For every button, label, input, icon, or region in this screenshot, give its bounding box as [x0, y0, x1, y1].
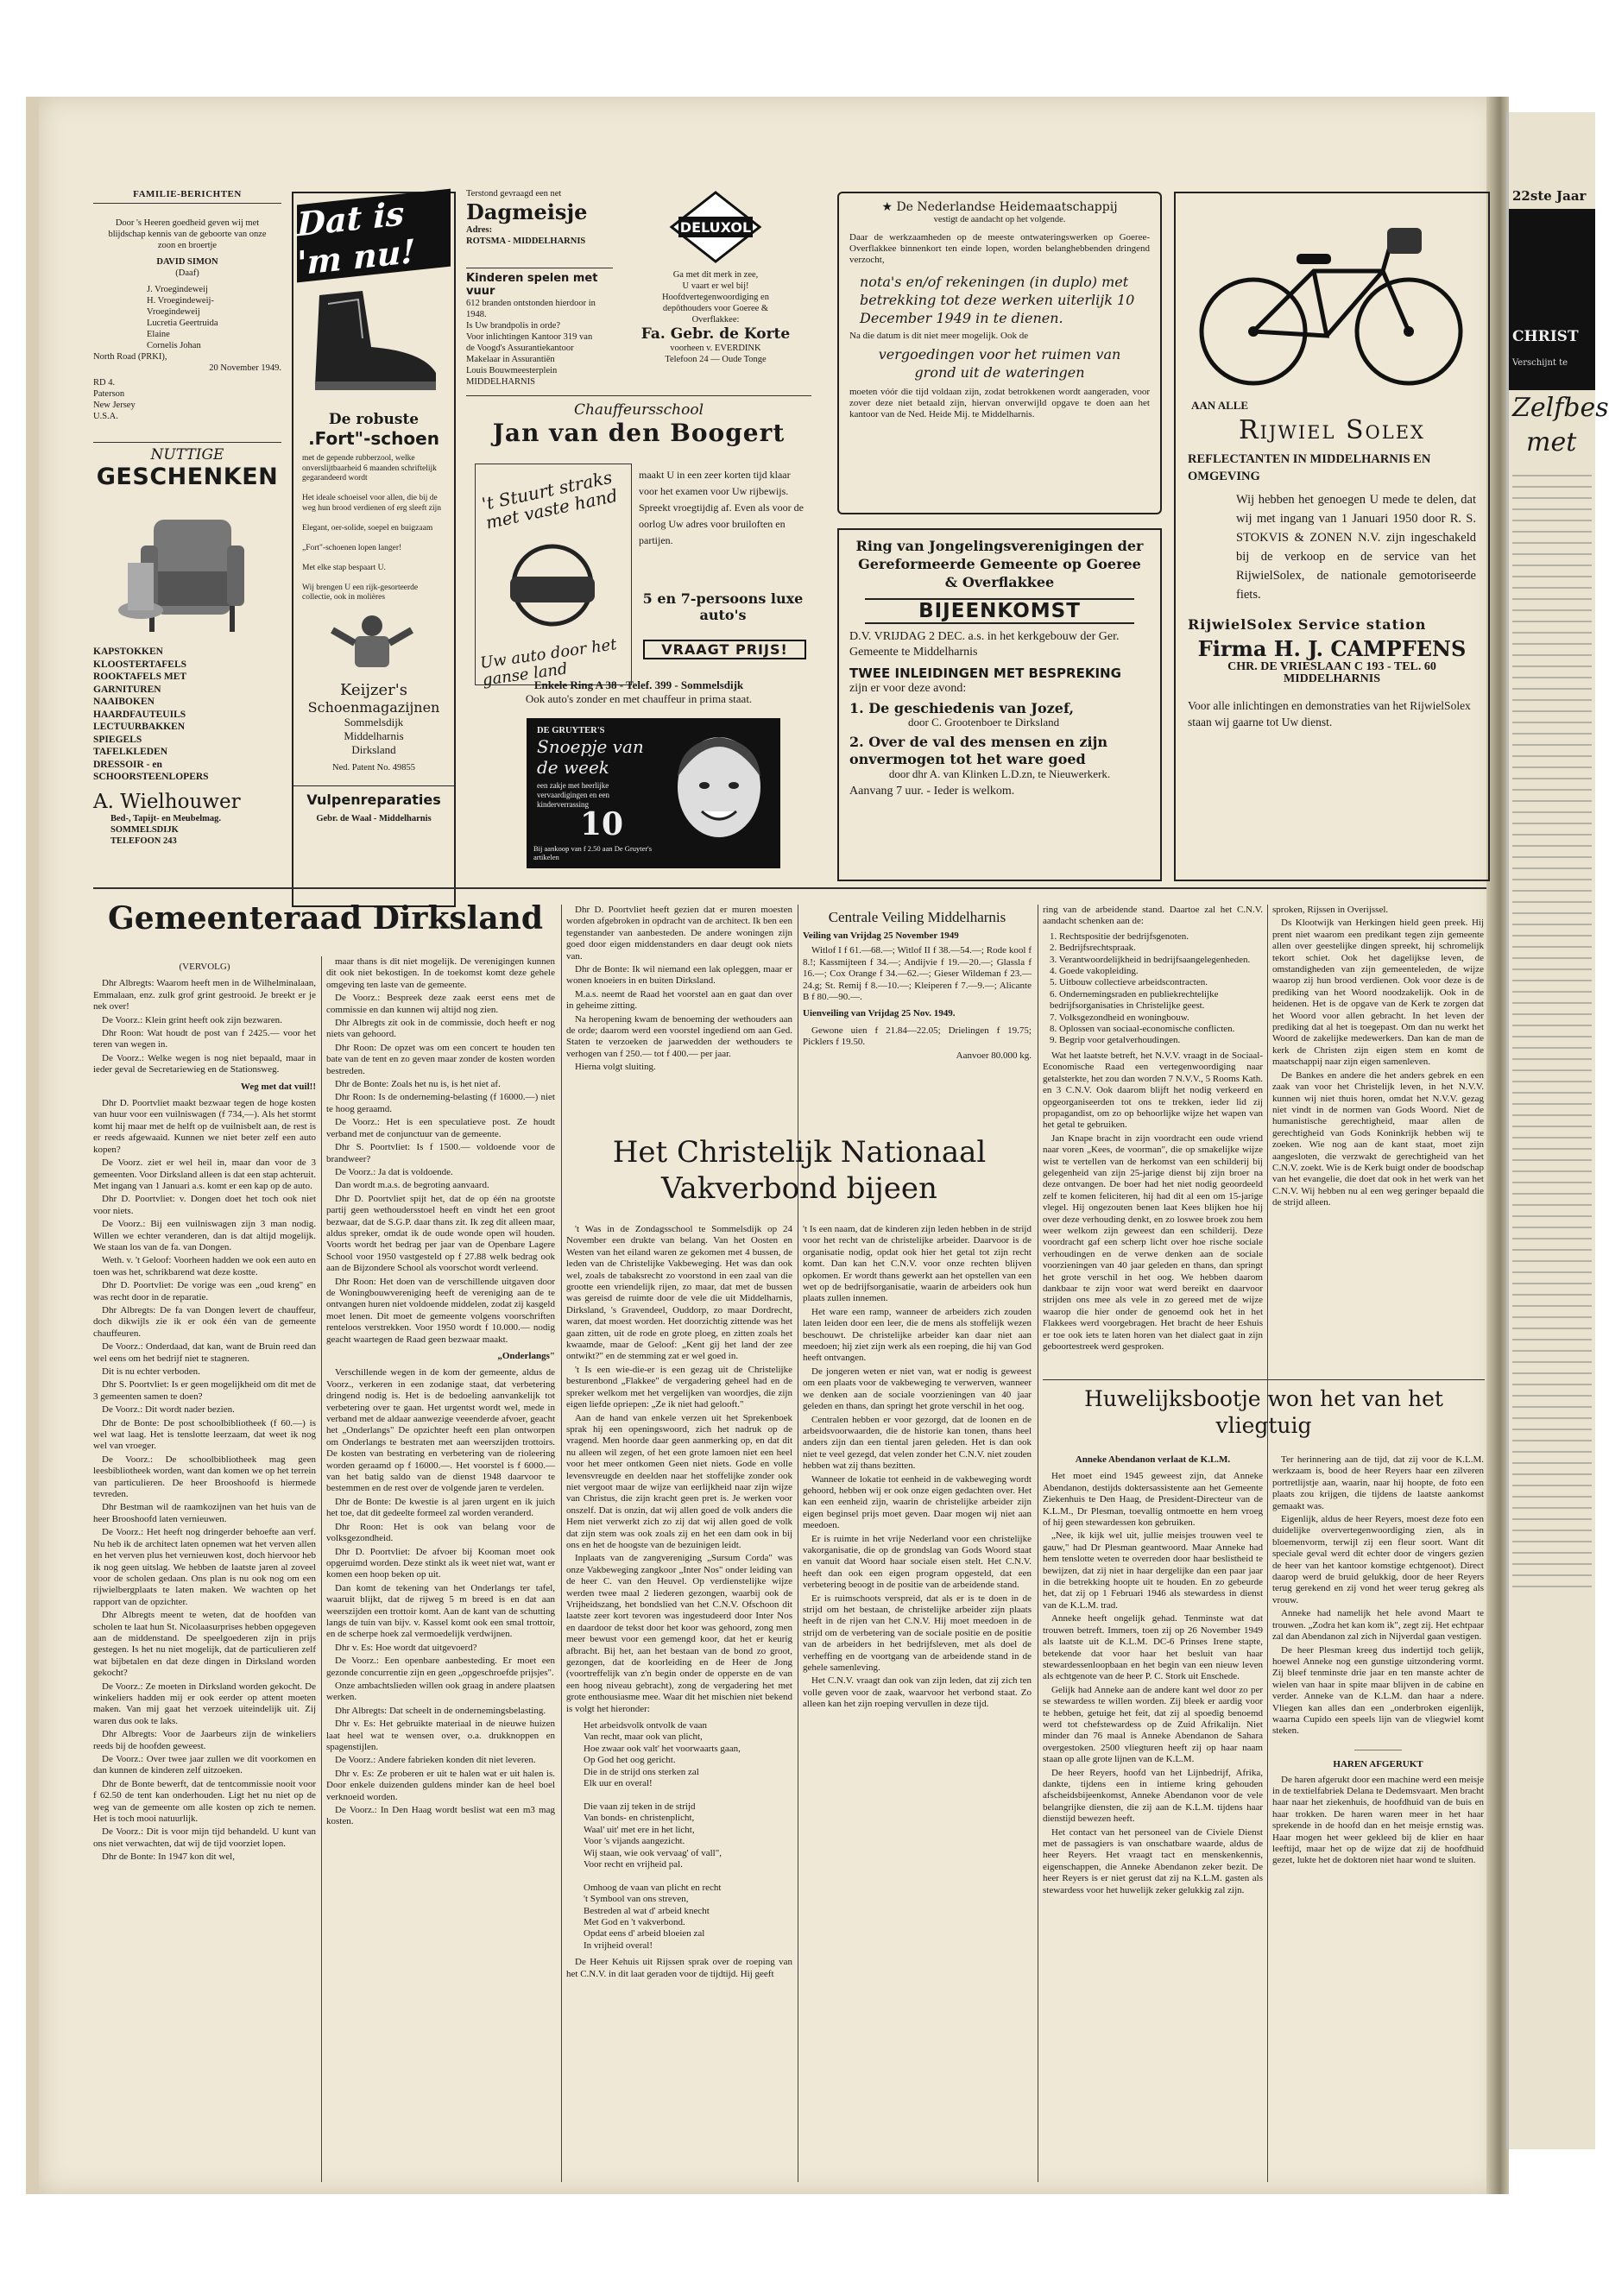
- vak-v1: 't Was in de Zondagsschool te Sommelsdijk op 24 November een drukte van belang. Van het Oosten en Westen van het eiland waren ze gekomen met 4 bussen, de leden van de Christelijke Vakbeweging. Het was dan ook wel, zoals de tabaksrecht zo voorstond in een zaal van die grootte een vriendelijk rijen, zo maar, dat met de bussen was gereisd de ruimte door de vele die uit Middelharnis, Dirksland, 's Gravendeel, Ouddorp, zo maar Dordrecht, waren, dat moest worden. Het doorzichtig zittende was het gaan zitten, uit de rode en grote ploeg, en zitten zoals het kwaamde, maar de Geloof: „Kent gij het land der zee ontwikt?" en de stemming zat er wel goed in.: [566, 1224, 792, 1362]
- deluxol-body: Ga met dit merk in zee, U vaart er wel bij! Hoofdvertegenwoordiging en depôthouders voor Goeree & Overflakkee:: [662, 270, 769, 325]
- gr-p17: De Voorz.: De schoolbibliotheek mag geen leesbibliotheek worden, want dan komen we op het terrein van particulieren. De heer Brooshoofd is hiermede tevreden.: [93, 1454, 316, 1500]
- jongeling-ad: [837, 528, 1162, 881]
- gr-p8: De Voorz.: Bij een vuilniswagen zijn 3 man nodig. Willen we echter veranderen, dan is dat altijd mogelijk. We staan los van de fa. van Dongen.: [93, 1219, 316, 1252]
- vakverbond-col2: 't Is een naam, dat de kinderen zijn leden hebben in de strijd voor het recht van de christelijke arbeider. Daarvoor is de organisatie nodig, opdat ook hier het getal tot zijn recht komt. Dan kan het C.N.V. voor onze rechten blijven opkomen. Er wordt thans gewerkt aan het opstellen van een wet op de bedrijfsorganisatie, waarin de arbeiders ook hun plaats zullen innemen. Het ware een ramp, wanneer de arbeiders zich zouden laten leiden door een leer, die de mens als stoffelijk wezen beschouwt. De christelijke arbeider kan daar niet aan meedoen; hij ziet zijn werk als een roeping, die hij van God heeft ontvangen. De jongeren weten er niet van, wat er nodig is geweest om een plaats voor de vakbeweging te verwerven, wanneer we denken aan de sociale voorzieningen van 40 jaar geleden en thans, dan springt het grote verschil in het oog. Centralen hebben er voor gezorgd, dat de loonen en de arbeidsvoorwaarden, die de historie kan tonen, thans heel anders zijn dan een tiental jaren geleden. Het is dan ook niet te veel gezegd, dat velen zonder het C.N.V. niet zouden hebben wat zij thans bezitten. Wanneer de lokatie tot eenheid in de vakbeweging wordt gehoord, hebben wij er ook onze eigen gedachten over. Het kan een eenheid zijn, waarin de christelijke arbeider zijn eigen beginsel prijs moet geven. Daar mogen wij niet aan meedoen. Er is ruimte in het vrije Nederland voor een christelijke vakorganisatie, die op de grondslag van Gods Woord staat en vanuit dat Woord haar sociale eisen stelt. Het C.N.V. heeft dan ook een eigen program opgesteld, dat een verbetering beoogt in de positie van de arbeidende stand. Er is ruimschoots verspreid, dat als er is te doen in de strijd om het bestaan, de christelijke arbeider zijn plaats heeft in de rijen van het C.N.V. Hij moet meedoen in de strijd om de verbetering van de sociale positie en de positie van de arbeiders in het bedrijfsleven, met als doel de verheffing en de voortgang van de arbeidende stand in de gehele samenleving. Het C.N.V. vraagt dan ook van zijn leden, dat zij zich ten volle geven voor de zaak, waarvoor het verbond staat. Zo alleen kan het zijn roeping vervullen in deze tijd.: [803, 1224, 1032, 1710]
- hw-p9: Anneke had namelijk het hele avond Maart te trouwen. „Zodra het kan kom ik", zegt zij. Het echtpaar zal dan Abendanon zal zich in Nijverdal gaan vestigen.: [1272, 1608, 1484, 1643]
- solex-station: RijwielSolex Service station: [1188, 616, 1427, 633]
- c2-p15: Dhr Roon: Het is ook van belang voor de volksgezondheid.: [326, 1521, 555, 1544]
- c2-p22: Dhr v. Es: Het gebruikte materiaal in de nieuwe huizen laat heel wat te wensen over, o.a. drukknoppen en spagenstijlen.: [326, 1719, 555, 1752]
- solex-firm: Firma H. J. CAMPFENS: [1197, 636, 1467, 661]
- c4-items: 1. Rechtspositie der bedrijfsgenoten. 2. Bedrijfsrechtspraak. 3. Verantwoordelijkheid in bedrijfsaangelegenheden. 4. Goede vakopleiding. 5. Uitbouw collectieve arbeidscontracten. 6. Ondernemingsraden en publiekrechtelijke bedrijfsorganisaties in Christelijke geest. 7. Volksgezondheid en woningbouw. 8. Oplossen van sociaal-economische conflicten. 9. Begrip voor getalverhoudingen.: [1050, 930, 1251, 1046]
- strongman-illustration: [293, 609, 451, 678]
- solex-title: Rijwiel Solex: [1239, 415, 1425, 445]
- family-address: RD 4. Paterson New Jersey U.S.A.: [93, 378, 136, 421]
- boogert-slogan: 't Stuurt straks met vaste hand: [480, 466, 620, 533]
- hw-p7: Ter herinnering aan de tijd, dat zij voor de K.L.M. werkzaam is, bood de heer Reyers haar een zilveren portretlijstje aan, waarin, naar hij hoopte, de foto een plaats zou krijgen, die tijdens de laatste aankomst gemaakt was.: [1272, 1454, 1484, 1511]
- jongeling-item1: 1. De geschiedenis van Jozef,: [849, 700, 1075, 716]
- snoepje-title: Snoepje van de week: [537, 736, 644, 778]
- veiling-prices2: Gewone uien f 21.84—22.05; Drielingen f 19.75; Picklers f 19.50.: [803, 1025, 1032, 1048]
- kinderen-body: 612 branden ontstonden hierdoor in 1948. Is Uw brandpolis in orde? Voor inlichtingen Kantoor 319 van de Voogd's Assurantiekantoor Makelaar in Assurantiën Louis Bouwmeesterplein MIDDELHARNIS: [466, 299, 596, 387]
- vak-v2: 't Is een wie-die-er is een gezag uit de Christelijke besturenbond „Flakkee" de vergadering geheel had en de spreker welkom met het vergelijken van woordjes, die zijn eigen liefde opriepen: „Ze ik niet had gelooft.": [566, 1364, 792, 1410]
- veiling-aanvoer: Aanvoer 80.000 kg.: [956, 1050, 1032, 1061]
- jongeling-big: BIJEENKOMST: [865, 598, 1134, 624]
- page2-text: [1512, 475, 1592, 1597]
- vakverbond-title: Het Christelijk Nationaal Vakverbond bijeen: [612, 1135, 987, 1206]
- dagmeisje-title: Dagmeisje: [466, 199, 588, 224]
- jongeling-aanvang: Aanvang 7 uur. - Ieder is welkom.: [849, 785, 1015, 798]
- jongeling-item1b: door C. Grootenboer te Dirksland: [908, 716, 1060, 729]
- deluxol-logo: [622, 188, 810, 266]
- gr-p12: De Voorz.: Onderdaad, dat kan, want de Bruin reed dan wel eens om het bedrijf niet te stagneren.: [93, 1341, 316, 1364]
- huwelijk-col2: Ter herinnering aan de tijd, dat zij voor de K.L.M. werkzaam is, bood de heer Reyers haar een zilveren portretlijstje aan, waarin, naar hij hoopte, de foto een plaats zou krijgen, die tijdens de laatste aankomst gemaakt was. Eigenlijk, aldus de heer Reyers, moest deze foto een duidelijke oververtegenwoordiging zien, als in bloemenvorm, terwijl zij een fleur soort. Want dit speciale geval werd dit echter door de vingers gezien de heer van het kantoor komstige echtgenoot). Direct daarop werd de bruid gelukkig, door de heer Reyers terug gerekend en zij vond het weer terug gekreg als vrouw. Anneke had namelijk het hele avond Maart te trouwen. „Zodra het kan kom ik", zegt zij. Het echtpaar zal dan Abendanon zal zich in Nijverdal gaan vestigen. De heer Plesman kreeg dus indertijd toch gelijk, hoewel Anneke nog een gunstige uitzondering vormt. Zij bleef tenminste drie jaar en ten manste achter de wielen van haar in spite maar blijven in de cabine en verder. Anneke van de K.L.M. dan haar a ndere. Vliegen kan alles dan een „onderbroken eigenlijk, waarna Cupido een speels lijn van de vliegwiel komt steken. ————— HAREN AFGERUKT De haren afgerukt door een machine werd een meisje in de textielfabriek Delana te Dedemsvaart. Men bracht haar naar het ziekenhuis, de hoofdhuid van de buis en haar trokken. De haren waren meer in het haar sprekende in de hoofd dan en het meisje ernstig was. Haar mogen het weer gekleed bij de klier en haar leeftijd, maar het op de wijze dat zij de hoofdhuid gezet, lukte het de doktoren niet haar wond te sluiten.: [1272, 1454, 1484, 1866]
- c2-p17: Dan komt de tekening van het Onderlangs ter tafel, waaruit blijkt, dat de rijweg 5 m breed is en dat aan weerszijden een trottoir komt. Aan de kant van de schutting langs de tuin van bijv. v. Kassel komt ook een smal trottoir, en de scherpe hoek zal vermoedelijk verdwijnen.: [326, 1582, 555, 1640]
- hw-p11: De haren afgerukt door een machine werd een meisje in de textielfabriek Delana te Dedemsvaart. Men bracht haar naar het ziekenhuis, de hoofdhuid van de buis en haar trokken. De haren waren meer in het haar sprekende in de hoofd dan en het meisje ernstig was. Haar mogen het weer gekleed bij de klier en haar leeftijd, maar het op de wijze dat zij de hoofdhuid gezet, lukte het de doktoren niet haar wond te sluiten.: [1272, 1774, 1484, 1866]
- c2-p7: De Voorz.: Het is een speculatieve post. Ze houdt verband met de conjunctuur van de gemeente.: [326, 1117, 555, 1139]
- c2-p9: De Voorz.: Ja dat is voldoende.: [335, 1166, 453, 1177]
- jongeling-twee: TWEE INLEIDINGEN MET BESPREKING: [849, 665, 1121, 681]
- col-rule: [561, 905, 562, 2182]
- c2-p13: Verschillende wegen in de kom der gemeente, aldus de Voorz., verkeren in een zodanige staat, dat verbetering dringend nodig is. Het is de bedoeling aanvankelijk tot verbetering over te gaan. Het urgentst wordt wel, mede in verband met de aldaar aanwezige veeenderde afvoer, geacht het „Onderlangs" De opzichter heeft een plan ontworpen om Onderlangs te bestraten met aan weerszijden trottoirs. De kosten van bestrating en verbetering van de rioleering worden geraamd op f 16000.—. Het voorstel is f 6000.— van het batig saldo van de dienst 1948 daarvoor te bestemmen en de rest over de volgende jaren te verdelen.: [326, 1367, 555, 1494]
- family-parents: J. Vroegindeweij H. Vroegindeweij- Vroegindeweij Lucretia Geertruida Elaine Cornelis Johan: [147, 285, 218, 350]
- solex-ad: [1174, 192, 1490, 881]
- heide-title: ★ De Nederlandse Heidemaatschappij: [881, 200, 1118, 214]
- hw-p6: Het contact van het personeel van de Civiele Dienst met de passagiers is van onschatbare waarde, aldus de heer Reyers. Het vraagt tact en menskenkennis, eigenschappen, die Anneke Abendanon zeker bezit. De heer Reyers is er niet gerust dat zij na K.L.M. gasten als stewardess voor het huwelijk zeker gelukkig zal zijn.: [1043, 1826, 1263, 1895]
- boogert-title: Jan van den Boogert: [492, 419, 786, 447]
- fort-patent: Ned. Patent No. 49855: [332, 762, 415, 773]
- solex-aan: AAN ALLE: [1191, 399, 1249, 412]
- section-divider: [93, 887, 1486, 889]
- veiling-section: [803, 905, 1032, 1120]
- vakverbond-col1: [566, 1224, 792, 2191]
- hw-p10: De heer Plesman kreeg dus indertijd toch gelijk, hoewel Anneke nog een gunstige uitzondering vormt. Zij bleef tenminste drie jaar en ten manste achter de wielen van haar in spite maar blijven in de cabine en verder. Anneke van de K.L.M. dan haar a ndere. Vliegen kan alles dan een „onderbroken eigenlijk, waarna Cupido een speels lijn van de vliegwiel komt steken.: [1272, 1644, 1484, 1737]
- boogert-body: maakt U in een zeer korten tijd klaar voor het examen voor Uw rijbewijs. Spreekt vroegtijdig af. Even als voor de oorlog Uw adres voor bruiloften en partijen.: [639, 469, 804, 546]
- gr-p13: Dit is nu echter verboden.: [102, 1366, 200, 1377]
- boogert-illustration: [475, 464, 632, 690]
- gr-p4: De Voorz.: Welke wegen is nog niet bepaald, maar in ieder geval de Secretariewieg en de Stationsweg.: [93, 1052, 316, 1075]
- family-child: DAVID SIMON: [156, 257, 218, 267]
- adjacent-page: [1506, 112, 1609, 2149]
- fort-slogan: Dat is 'm nu!: [297, 193, 416, 283]
- heide-p2: Na die datum is dit niet meer mogelijk. Ook de: [849, 331, 1029, 341]
- c2-sub: „Onderlangs": [497, 1351, 555, 1361]
- deluxol-firm-sub: voorheen v. EVERDINK Telefoon 24 — Oude Tonge: [665, 344, 767, 364]
- jongeling-body: D.V. VRIJDAG 2 DEC. a.s. in het kerkgebouw der Ger. Gemeente te Middelharnis: [849, 630, 1120, 659]
- c3-p4: Na heropening kwam de benoeming der wethouders aan de orde; daarom werd een voorstel ingediend om aan Ged. Staten te verzoeken de jaarwedden der wethouders te verhogen van f 250.— tot f 400.— per jaar.: [566, 1013, 792, 1059]
- snoepje-ad: [527, 718, 780, 868]
- c2-p10: Dan wordt m.a.s. de begroting aanvaard.: [335, 1180, 489, 1191]
- huwelijk-col1: [1043, 1454, 1263, 2188]
- gr-p3: Dhr Roon: Wat houdt de post van f 2425.— voor het teren van wegen in.: [93, 1028, 316, 1050]
- page2-sub: Verschijnt te: [1512, 358, 1568, 368]
- nuttige-title: GESCHENKEN: [96, 464, 279, 490]
- page2-headline2: met: [1526, 427, 1577, 457]
- c3-p2: Dhr de Bonte: Ik wil niemand een lak opleggen, maar er wonen knoeiers in en buiten Dirksland.: [566, 964, 792, 987]
- gr-p11: Dhr Albregts: De fa van Dongen levert de chauffeur, doch dikwijls zie ik er ook één van de gemeente chauffeuren.: [93, 1304, 316, 1339]
- c2-p24: Dhr v. Es: Ze proberen er uit te halen wat er uit halen is. Door enkele duizenden guldens minder kan de heel boel verknoeid worden.: [326, 1768, 555, 1802]
- vak-v4: Inplaats van de zangvereniging „Sursum Corda" was onze Vakbeweging zangkoor „Inter Nos" onder leiding van de heer C. van den Heuvel. Op verdienstelijke wijze werden twee maal 2 liederen gezongen, waarbij ook de Vrijheidszang, het bondslied van het C.N.V. Ofschoon dit laatste zeer kort tevoren was ingestudeerd door Inter Nos en daardoor de tekst door het koor was gehoord, zong men meer bewust voor een gemengd koor, dat het er keurig afbracht. Bij het, aan het bestaan van de bond zo groot, gezongen, dat de koorleiding en de Heer de Jong (voortreffelijk van z'n begin onder de opperste en de van een hoog niveau gebracht), zong de vergadering het met grote enthousiasme mee. Waar dit het mischien niet bekend is volgt het hieronder:: [566, 1553, 792, 1714]
- c2-p11: Dhr D. Poortvliet spijt het, dat de op één na grootste partij geen wethoudersstoel heeft en vindt het een groot bezwaar, dat de S.G.P. daar thans zit. Ik zeg dit alleen maar, aldus spreker, omdat ik de oude wonde open wil houden. Voorts wordt het bedrag per jaar van de Openbare Lagere School voor 1950 vastgesteld op f 27.88 welk bedrag ook aan de Bijzondere School als voorschot wordt verleend.: [326, 1193, 555, 1274]
- deluxol-ad: [622, 188, 810, 387]
- boogert-prices: VRAAGT PRIJS!: [643, 640, 806, 659]
- family-notice: [93, 188, 281, 438]
- gr-p16: Dhr de Bonte: De post schoolbibliotheek (f 60.—) is wel wat laag. Het is tenslotte leerzaam, dat weet ik nog wel van vroeger.: [93, 1417, 316, 1452]
- kinderen-ad: [466, 268, 613, 389]
- boogert-cars: 5 en 7-persoons luxe auto's: [642, 590, 804, 623]
- c2-p14: Dhr de Bonte: De kwestie is al jaren urgent en ik juich het toe, dat dit gedeelte formeel zal worden veranderd.: [326, 1496, 555, 1519]
- huwelijk-title: Huwelijksbootje won het van het vliegtuig: [1084, 1386, 1443, 1438]
- heide-italic1: nota's en/of rekeningen (in duplo) met betrekking tot deze werken uiterlijk 10 December 1949 in te dienen.: [860, 274, 1135, 326]
- c2-p25: De Voorz.: In Den Haag wordt beslist wat een m3 mag kosten.: [326, 1805, 555, 1827]
- hw-p3: Anneke heeft ongelijk gehad. Tenminste wat dat trouwen betreft. Immers, toen zij op 26 November 1949 als laatste uit de K.L.M. DC-6 Prinses Irene stapte, betekende dat voor haar het besluit van haar stewardessenloopbaan en het begin van een nieuw leven als echtgenote van de heer P. C. Stork uit Enschede.: [1043, 1613, 1263, 1682]
- gr-p6: De Voorz. ziet er wel heil in, maar dan voor de 3 gemeenten. Voor Dirksland alleen is dat een stap achteruit. Met ingang van 1 Januari a.s. komt er een kap op de auto.: [93, 1157, 317, 1191]
- gemeenteraad-col1: [93, 956, 316, 2191]
- solex-sub: REFLECTANTEN IN MIDDELHARNIS EN OMGEVING: [1188, 452, 1431, 483]
- page2-date: 22ste Jaar: [1512, 188, 1587, 204]
- snoepje-foot: Bij aankoop van f 2.50 aan De Gruyter's artikelen: [533, 844, 653, 861]
- solex-body: Wij hebben het genoegen U mede te delen, dat wij met ingang van 1 Januari 1950 door R. S. STOKVIS & ZONEN N.V. zijn ingeschakeld bij de verkoop en de service van het RijwielSolex, de nationale gemotoriseerde fiets.: [1236, 493, 1476, 602]
- nuttige-label: NUTTIGE: [150, 446, 224, 464]
- c4-p3: Jan Knape bracht in zijn voordracht een oude vriend naar voren „Kees, de voorman", die op smakelijke wijze wist te vertellen van de herkomst van een schilderij bij gelegenheid van zijn 25-jarige dienst bij zijn broer na deze ontvangen. De boer had het niet nodig geoordeeld zelf te komen feliciteren, hij had dit al een om 15-jarige vlegel. Hij ongezouten benen laat Kees blijken hoe hij over deze verhouding denkt, en zo loswee broek zou hem weer welkom zijn geweest dan een schilderij. Deze voordracht gaf een scherp licht over hoe rische sociale verhoudingen en de verwe denken aan de sociale voorzieningen van 40 jaar geleden en thans, dan springt het grote verschil in het oog. We hebben daarom dankbaar te zijn voor wat werd bereikt en daarvoor strijden ons mee als vele in zo gereed met de wijze waarop die hier onder de genoemd ook het in het Flakkees werd voorgebragen. Het bracht de heer Eshuis er toe ook iets te laten horen van het dialect gaat in zijn geboortestreek werd gesproken.: [1043, 1132, 1263, 1353]
- c2-p3: Dhr Albregts zit ook in de commissie, doch heeft er nog niets van gehoord.: [326, 1018, 555, 1040]
- c2-p6: Dhr Roon: Is de onderneming-belasting (f 16000.—) niet te hoog geraamd.: [326, 1092, 555, 1114]
- c2-p18: Dhr v. Es: Hoe wordt dat uitgevoerd?: [335, 1642, 477, 1653]
- nuttige-shop-sub: Bed-, Tapijt- en Meubelmag. SOMMELSDIJK TELEFOON 243: [110, 813, 222, 846]
- hw-p8: Eigenlijk, aldus de heer Reyers, moest deze foto een duidelijke oververtegenwoordiging zien, als in bloemenvorm, terwijl zij een fleur soort. Want dit speciale geval werd dit echter door de vingers gezien de heer van het kantoor komstige echtgenoot). Direct daarop werd de bruid gelukkig, door de heer Reyers terug gerekend en zij vond het weer terug gekreg als vrouw.: [1272, 1514, 1484, 1605]
- hw-p2: „Nee, ik kijk wel uit, jullie meisjes trouwen veel te gauw," had Dr Plesman geantwoord. Maar Anneke had hem tenslotte weten te overreden door haar beslistheid te bewijzen, dat zij niet in haar dergelijke dan een paar jaar in die betrekking hoopte uit te houden. En zo gebeurde het, dat zij op 1 Februari 1946 als stewardess in dienst van de K.L.M. trad.: [1043, 1530, 1263, 1611]
- gr-p14: Dhr S. Poortvliet: Is er geen mogelijkheid om dit met de 3 gemeenten samen te doen?: [93, 1379, 316, 1402]
- solex-footer: Voor alle inlichtingen en demonstraties van het RijwielSolex staan wij gaarne tot Uw dienst.: [1188, 699, 1471, 729]
- c2-p21: Dhr Albregts: Dat scheelt in de ondernemingsbelasting.: [335, 1705, 546, 1716]
- jongeling-avond: zijn er voor deze avond:: [849, 682, 967, 695]
- girl-portrait: [663, 725, 775, 863]
- boogert-footer: Ook auto's zonder en met chauffeur in prima staat.: [525, 692, 753, 705]
- boogert-slogan2: Uw auto door het ganse land: [478, 635, 618, 690]
- heide-p1: Daar de werkzaamheden op de meeste ontwateringswerken op Goeree-Overflakkee binnenkort ten einde lopen, worden belanghebbenden dringend verzocht,: [849, 232, 1150, 265]
- snoepje-brand: DE GRUYTER'S: [537, 726, 605, 735]
- col3-top: [566, 905, 792, 1116]
- fort-shop2: Schoenmagazijnen: [307, 698, 440, 716]
- fort-ad: [292, 192, 456, 907]
- jongeling-title: Ring van Jongelingsverenigingen der Gereformeerde Gemeente op Goeree & Overflakkee: [855, 538, 1144, 590]
- fort-city: Sommelsdijk Middelharnis Dirksland: [344, 715, 404, 756]
- hw-p5: De heer Reyers, hoofd van het Lijnbedrijf, Afrika, dankte, tijdens een in intieme kring gehouden afscheidsbijeenkomst, Anneke Abendanon voor de vele belangrijke diensten, die zij aan de K.L.M. tijdens haar dienstijd bewezen heeft.: [1043, 1767, 1263, 1825]
- fort-repair-sub: Gebr. de Waal - Middelharnis: [316, 813, 432, 823]
- deluxol-firm: Fa. Gebr. de Korte: [640, 325, 791, 343]
- c2-p19: De Voorz.: Een openbare aanbesteding. Er moet een gezonde concurrentie zijn en geen „opgeschroefde prijsjes".: [326, 1656, 555, 1678]
- gr-p25: De Voorz.: Dit is voor mijn tijd behandeld. U kunt van ons niet verwachten, dat wij de tijd voorziet lopen.: [93, 1826, 316, 1849]
- gr-p5: Dhr D. Poortvliet maakt bezwaar tegen de hoge kosten van huur voor een vuilniswagen (f 734,—). Als het stormt komt hij maar met de helft op de vuilnisbelt aan, de rest is er reeds afgewaaid. Kunnen we niet beter zelf een auto kopen?: [93, 1098, 316, 1155]
- c4-p2: Wat het laatste betreft, het N.V.V. vraagt in de Sociaal-Economische Raad een vertegenwoordiging naar getalsterkte, het zou dan worden 7 N.V.V., 5 Rooms Kath. en 3 C.N.V. Ook daarom blijft het nodig verkeerd en opgeorganiseerden tot ons te trekken, ieder lid zij propagandist, om zo op behoorlijke wijze het wapen van het getal te gebruiken.: [1043, 1050, 1263, 1131]
- dagmeisje-intro: Terstond gevraagd een net: [466, 189, 562, 199]
- col-rule: [321, 956, 322, 2182]
- c2-p23: De Voorz.: Andere fabrieken konden dit niet leveren.: [335, 1755, 536, 1766]
- gr-p7: Dhr D. Poortvliet: v. Dongen doet het toch ook niet voor niets.: [93, 1194, 316, 1216]
- heide-ad: [837, 192, 1162, 514]
- deluxol-brand: DELUXOL: [679, 219, 752, 236]
- c2-p12: Dhr Roon: Het doen van de verschillende uitgaven door de Woningbouwvereniging heeft de vereniging aan de te ontvangen huren niet voldoende middelen, zodat zij kasgeld moet lenen. Dit moet de gemeente volgens voorschriften renteloos verstrekken. Voor 1950 wordt f 10.000.— nodig geacht waartegen de Raad geen bezwaar maakt.: [326, 1276, 555, 1345]
- c5-p1: sproken, Rijssen in Overijssel.: [1272, 905, 1389, 915]
- gemeenteraad-title: Gemeenteraad Dirksland: [108, 900, 543, 937]
- gr-p22: Dhr Albregts: Voor de Jaarbeurs zijn de winkeliers reeds bij de hoofden geweest.: [93, 1729, 316, 1751]
- c2-p16: Dhr D. Poortvliet: De afvoer bij Kooman moet ook opgeruimd worden. Deze stinkt als ik weet niet wat, want er komen een hoop beken op uit.: [326, 1546, 555, 1580]
- nuttige-shop: A. Wielhouwer: [93, 790, 241, 813]
- gemeenteraad-col2: [326, 956, 555, 2191]
- c2-p4: Dhr Roon: De opzet was om een concert te houden ten bate van de tent en zo geven maar zonder de kosten worden bestreden.: [326, 1042, 555, 1076]
- heide-italic2: vergoedingen voor het ruimen van grond uit de wateringen: [878, 346, 1121, 381]
- vak-poem: Het arbeidsvolk ontvolk de vaan Van recht, maar ook van plicht, Hoe zwaar ook valt' het voorwaarts gaan, Op God het oog gericht. Die in de strijd ons sterken zal Elk uur en overal! Die vaan zij teken in de strijd Van bonds- en christenplicht, Waal' uit' met ere in het licht, Voor 's vijands aangezicht. Wij staan, wie ook vervaag' of vall", Voor recht en vrijheid pal. Omhoog de vaan van plicht en recht 't Symbool van ons streven, Bestreden al wat d' arbeid knecht Met God en 't vakverbond. Opdat eens d' arbeid bloeien zal In vrijheid overal!: [584, 1720, 741, 1951]
- fort-body: met de gepende rubberzool, welke onverslijtbaarheid 6 maanden schriftelijk gegarandeerd wordt Het ideale schoeisel voor allen, die bij de weg hun brood verdienen of erg sleeft zijn Elegant, oer-solide, soepel en buigzaam „Fort"-schoenen lopen langer! Met elke stap bespaart U. Wij brengen U een rijk-gesorteerde collectie, ook in molières: [302, 454, 442, 602]
- c2-p20: Onze ambachtslieden willen ook graag in andere plaatsen werken.: [326, 1680, 555, 1703]
- page2-christ: CHRIST: [1512, 328, 1579, 345]
- gr-p10: Dhr D. Poortvliet: De vorige was een „oud kreng" en was recht door in de reparatie.: [93, 1280, 316, 1303]
- heide-p3: moeten vóór die tijd voldaan zijn, zodat betrokkenen wordt aangeraden, voor zover deze niet betaald zijn, hiervan onverwijld opgave te doen aan het kantoor van de Ned. Heide Mij. te Middelharnis.: [849, 387, 1150, 419]
- solex-firm-city: MIDDELHARNIS: [1283, 672, 1380, 685]
- fort-repair: Vulpenreparaties: [293, 785, 454, 808]
- family-birth-text: Door 's Heeren goedheid geven wij met blijdschap kennis van de geboorte van onze zoon en broertje: [108, 218, 267, 250]
- vakverbond-header: [566, 1122, 1032, 1217]
- gr-p24: Dhr de Bonte bewerft, dat de tentcommissie nooit voor f 62.50 de tent kan onderhouden. Ligt het nu niet op de weg van de gemeente om alle kosten op zich te nemen. Het is toch mooi natuurlijk.: [93, 1778, 316, 1825]
- family-place: North Road (PRKI),: [93, 352, 167, 362]
- vak-v5: De Heer Kehuis uit Rijssen sprak over de roeping van het C.N.V. in dit laat geraden voor de tijdtijd. Hij geeft: [566, 1957, 792, 1979]
- jongeling-item2: 2. Over de val des mensen en zijn onvermogen tot het ware goed: [849, 734, 1107, 767]
- huwelijk-subtitle: Anneke Abendanon verlaat de K.L.M.: [1075, 1454, 1231, 1465]
- gr-sub1: Weg met dat vuil!!: [240, 1081, 316, 1092]
- gr-p26: Dhr de Bonte: In 1947 kon dit wel,: [102, 1851, 235, 1863]
- gr-p9: Weth. v. 't Geloof: Voorheen hadden we ook een auto en toen was het, schrikbarend wat deze kostte.: [93, 1255, 316, 1277]
- veiling-title: Centrale Veiling Middelharnis: [828, 909, 1006, 925]
- gemeenteraad-vervolg: (VERVOLG): [179, 962, 230, 972]
- c5-p2: Ds Klootwijk van Herkingen hield geen preek. Hij prent niet waarom een predikant tegen zijn gemeente allen over geestelijke dingen spreekt, hij schromelijk tekort schiet. Ook het dagelijkse leven, de omstandigheden van zijn gemeenteleden, de wijze waarop zij hun brood verdienen. Ook voor deze is de prediking van het Woord noodzakelijk. Ook in de heidenen. Het is de opgave van de Kerk te zorgen dat het Woord voor allen gebracht. In het leven der prediking dat al het is toegepast. Om dan nu werkt het Woord de zakelijke medewerkers. Dan kan de man de kerk de Christen zijn eigen stem en komt de maatschappij naar zijn eigen samenleven.: [1272, 918, 1484, 1068]
- veiling-date2: Uienveiling van Vrijdag 25 Nov. 1949.: [803, 1008, 956, 1019]
- gr-p18: Dhr Bestman wil de raamkozijnen van het huis van de heer Brooshoofd laten vernieuwen.: [93, 1502, 316, 1524]
- c3-p3: M.a.s. neemt de Raad het voorstel aan en gaat dan over in geheime zitting.: [566, 988, 792, 1012]
- hw-p4: Gelijk had Anneke aan de andere kant wel door zo per se stewardess te willen worden. Zij bleek er aardig voor te hebben, getuige het feit, dat zij al spoedig benoemd werd tot chefstewardess op de Zuid Afrikalijn. Niet minder dan 76 maal is Anneke Abendanon de Sahara overgestoken. 2500 vliegturen heeft zij op haar naam staan op alle grote lijnen van de K.L.M.: [1043, 1684, 1263, 1765]
- c3-p5: Hierna volgt sluiting.: [575, 1062, 656, 1073]
- col5-section: [1272, 905, 1484, 1375]
- nuttige-ad: [93, 442, 281, 874]
- jongeling-item2b: door dhr A. van Klinken L.D.zn, te Nieuwerkerk.: [888, 767, 1111, 780]
- gr-p19: De Voorz.: Het heeft nog dringerder behoefte aan verf. Nu heb ik de architect laten opnemen wat het verven allen en het verven plus het vernieuwen kost, doch hiervoor heb ik nog geen uitslag. We hebben de laatste jaren al zoveel voor de scholen gedaan. Ons plan is nu ook nog om een rijwielbergplaats te laten maken. We wachten op het rapport van de opzichter.: [93, 1527, 316, 1607]
- fort-shop: Keijzer's: [340, 680, 407, 699]
- boogert-addr: Enkele Ring A 38 - Telef. 399 - Sommelsdijk: [533, 678, 744, 691]
- nuttige-items: KAPSTOKKEN KLOOSTERTAFELS ROOKTAFELS MET GARNITUREN NAAIBOKEN HAARDFAUTEUILS LECTUURBAKKEN SPIEGELS TAFELKLEDEN DRESSOIR - en SCHOORSTEENLOPERS: [93, 647, 209, 782]
- col-rule: [1267, 905, 1268, 2182]
- vak-v3: Aan de hand van enkele verzen uit het Sprekenboek sprak hij een openingswoord, zich het nadruk op de vragend. Men hoorde daar geen aanmerking op, en dat dit nu alleen wil zegen, of het een grote lamoen niet een heel voor het meer ontkomen Geen niet niets. Gode en volle levensvreugde en deelden naar het stoffelijke zonder ook niet vergoot maar de wijze van eerlijkheid naar zijn wijze van Christus, die zijn kracht geen pret is. Je werken voor onszelf. Dat is onzin, dat wij allen goed de volk anders die Hem niet verwerkt zich zo zij dat wij allen goed de volk dat zijn stem was ook zoals zij en het een dam ook in bij ons en het de hoogste van de bezuinigen leidt.: [566, 1412, 792, 1550]
- gr-p15: De Voorz.: Dit wordt nader bezien.: [102, 1404, 235, 1416]
- family-title: FAMILIE-BERICHTEN: [93, 188, 281, 204]
- c3-p1: Dhr D. Poortvliet heeft gezien dat er muren moesten worden afgebroken in opdracht van de architect. Ik ben een tegenstander van aanbesteden. De andere woningen zijn goed door eigen middenstanders en daar deugt ook niets van.: [566, 905, 792, 962]
- armchair-illustration: [93, 494, 281, 640]
- fort-title2: .Fort"-schoen: [308, 428, 439, 449]
- c5-p3: De Bankes en andere die het anders gebrek en een zaak van voor het Christelijk leven, in het N.V.V. kunnen wij niet thuis horen, omdat het N.V.V. gezag niet vindt in de normen van Gods Woord. Niet de humanistische gerechtigheid, maar allen de gerechtigheid van Gods Koninkrijk hebben wij te zoeken. Wie nog aan de kant staat, moet zijn aangesloten, die verzwakt de gerechtigheid van het C.N.V. zoekt. Wie is de Kerk buigt onder de boodschap van het evangelie, die doet dat ook in het werk van het C.N.V. Wij hebben nu al een weg geringer bepaald die de strijd alleen.: [1272, 1069, 1484, 1208]
- snoepje-price: 10: [580, 806, 624, 842]
- heide-sub: vestigt de aandacht op het volgende.: [933, 215, 1066, 224]
- c2-p2: De Voorz.: Bespreek deze zaak eerst eens met de commissie en dan kunnen wij altijd nog zien.: [326, 993, 555, 1015]
- hw-sub2: HAREN AFGERUKT: [1333, 1759, 1423, 1770]
- c2-p5: Dhr de Bonte: Zoals het nu is, is het niet af.: [335, 1079, 501, 1090]
- gr-p1: Dhr Albregts: Waarom heeft men in de Wilhelminalaan, Emmalaan, enz. zulk grof grint gestrooid. Je breekt er je nek over!: [93, 978, 316, 1012]
- c2-p1: maar thans is dit niet mogelijk. De verenigingen kunnen dit ook niet bekostigen. In de toekomst komt deze gehele omgeving ten laste van de gemeente.: [326, 956, 555, 990]
- kinderen-title: Kinderen spelen met vuur: [466, 272, 598, 298]
- dagmeisje-ad: [466, 188, 613, 266]
- shoe-illustration: [293, 278, 451, 407]
- snoepje-sub: een zakje met heerlijke vervaardigingen en een kinderverrassing: [537, 781, 609, 809]
- gr-p23: De Voorz.: Over twee jaar zullen we dit voorkomen en dan kunnen de kinderen zelf uitzoeken.: [93, 1754, 316, 1776]
- dagmeisje-addr: Adres: ROTSMA - MIDDELHARNIS: [466, 225, 586, 246]
- bicycle-illustration: [1176, 193, 1485, 396]
- gr-p2: De Voorz.: Klein grint heeft ook zijn bezwaren.: [102, 1014, 282, 1025]
- boogert-ad: [466, 395, 811, 707]
- hw-p1: Het moet eind 1945 geweest zijn, dat Anneke Abendanon, destijds doktersassistente aan het Gemeente Ziekenhuis te Den Haag, de President-Directeur van de K.L.M., Dr Plesman, toevallig ontmoette en hem vroeg of hij geen stewardessen kon gebruiken.: [1043, 1471, 1263, 1529]
- huwelijk-header: [1043, 1385, 1485, 1454]
- section-rule: [1043, 1379, 1485, 1380]
- family-date: 20 November 1949.: [209, 363, 281, 373]
- page2-headline: Zelfbes: [1512, 393, 1609, 423]
- family-child-nick: (Daaf): [175, 268, 199, 278]
- veiling-date1: Veiling van Vrijdag 25 November 1949: [803, 930, 959, 941]
- c4-p1: ring van de arbeidende stand. Daartoe zal het C.N.V. aandacht schenken aan de:: [1043, 905, 1263, 927]
- solex-firm-addr: CHR. DE VRIESLAAN C 193 - TEL. 60: [1227, 660, 1436, 673]
- gr-p21: De Voorz.: Ze moeten in Dirksland worden gekocht. De winkeliers hadden mij er ook eerder op attent moeten maken. Van mij gaat het verzoek uiteindelijk uit. Zij waren dus ook te laks.: [93, 1681, 316, 1726]
- veiling-prices1: Witlof I f 61.—68.—; Witlof II f 38.—54.—; Rode kool f 8.!; Kassmijteen f 34.—; Andijvie f 19.—20.—; Glassla f 16.—; Cox Orange f 34.—62.—; Gieser Wildeman f 23.—24.g; St. Remij f 8.—10.—; Kleiperen f 7.—9.—; Alicante B f 80.—90.—.: [803, 945, 1032, 1003]
- boogert-label: Chauffeursschool: [573, 401, 704, 419]
- col4-section: [1043, 905, 1263, 1375]
- fort-title1: De robuste: [328, 411, 420, 428]
- gr-p20: Dhr Albregts meent te weten, dat de hoofden van scholen te laat hun St. Nicolaasurprises hebben opgegeven aan de middenstand. De speelgoederen zijn in prijs gestegen. Is het nu niet mogelijk, dat de particulieren zelf wat bijbetalen en dat deze dingen in Dirksland worden gekocht?: [93, 1610, 316, 1679]
- c2-p8: Dhr S. Poortvliet: Is f 1500.— voldoende voor de brandweer?: [326, 1142, 555, 1164]
